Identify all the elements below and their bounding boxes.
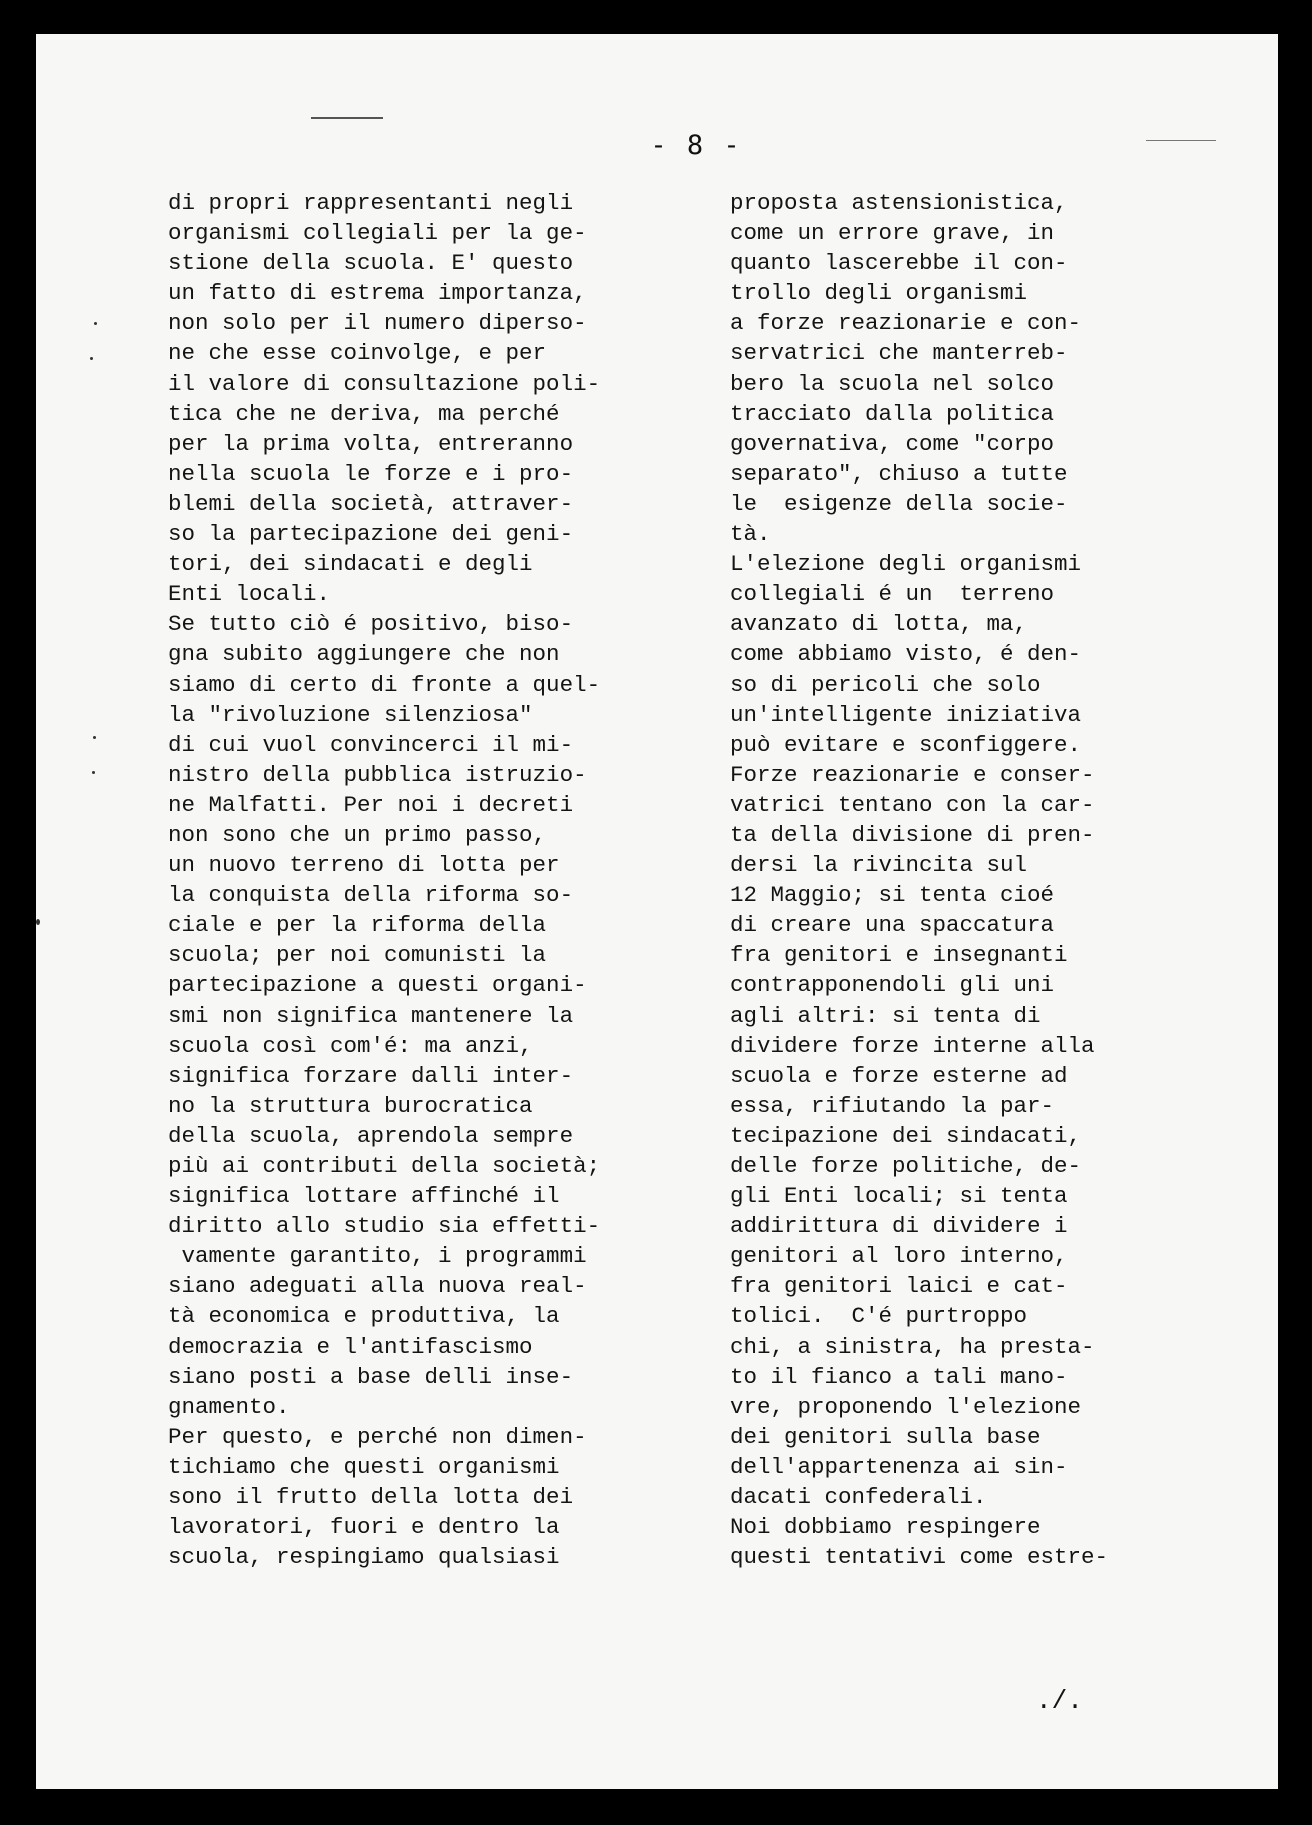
text-line: governativa, come "corpo xyxy=(730,430,1055,457)
text-line: significa lottare affinché il xyxy=(168,1183,560,1210)
left-text-column xyxy=(168,188,600,1572)
text-line: chi, a sinistra, ha presta- xyxy=(730,1333,1095,1360)
text-line: siamo di certo di fronte a quel- xyxy=(168,671,601,698)
text-line: bero la scuola nel solco xyxy=(730,370,1055,397)
text-line: vamente garantito, i programmi xyxy=(168,1243,587,1270)
continuation-mark: ./. xyxy=(1036,1686,1083,1716)
text-line: fra genitori e insegnanti xyxy=(730,942,1068,969)
margin-speck xyxy=(90,357,93,360)
text-line: dei genitori sulla base xyxy=(730,1423,1041,1450)
text-line: può evitare e sconfiggere. xyxy=(730,731,1082,758)
text-line: dacati confederali. xyxy=(730,1484,987,1511)
text-line: tica che ne deriva, ma perché xyxy=(168,400,560,427)
text-line: democrazia e l'antifascismo xyxy=(168,1333,533,1360)
text-line: gli Enti locali; si tenta xyxy=(730,1183,1068,1210)
text-line: la conquista della riforma so- xyxy=(168,882,574,909)
text-line: scuola così com'é: ma anzi, xyxy=(168,1032,533,1059)
text-line: significa forzare dalli inter- xyxy=(168,1062,574,1089)
text-line: blemi della società, attraver- xyxy=(168,490,574,517)
text-line: non solo per il numero dipersо- xyxy=(168,310,587,337)
text-line: di creare una spaccatura xyxy=(730,912,1055,939)
text-line: per la prima volta, entreranno xyxy=(168,430,574,457)
text-line: di propri rappresentanti negli xyxy=(168,190,574,216)
text-line: ne Malfatti. Per noi i decreti xyxy=(168,791,574,818)
header-rule-left xyxy=(311,117,383,119)
margin-speck xyxy=(93,736,96,739)
text-line: non sono che un primo passo, xyxy=(168,821,547,848)
text-line: dell'appartenenza ai sin- xyxy=(730,1453,1068,1480)
text-line: scuola, respingiamo qualsiasi xyxy=(168,1544,560,1571)
text-line: fra genitori laici e cat- xyxy=(730,1273,1068,1300)
right-text-column xyxy=(730,188,1108,1572)
text-line: to il fianco a tali mano- xyxy=(730,1363,1068,1390)
text-line: dividere forze interne alla xyxy=(730,1032,1095,1059)
text-line: la "rivoluzione silenziosa" xyxy=(168,701,533,728)
text-line: gnamento. xyxy=(168,1393,290,1420)
text-line: gna subito aggiungere che non xyxy=(168,641,560,668)
text-line: ne che esse coinvolge, e per xyxy=(168,340,547,367)
text-line: organismi collegiali per la ge- xyxy=(168,220,587,247)
text-line: servatrici che manterreb- xyxy=(730,340,1068,367)
text-line: un nuovo terreno di lotta per xyxy=(168,852,560,879)
text-line: 12 Maggio; si tenta cioé xyxy=(730,882,1055,909)
text-line: trollo degli organismi xyxy=(730,280,1028,307)
text-line: partecipazione a questi organi- xyxy=(168,972,587,999)
text-line: tecipazione dei sindacati, xyxy=(730,1122,1082,1149)
text-line: tichiamo che questi organismi xyxy=(168,1453,560,1480)
text-line: a forze reazionarie e con- xyxy=(730,310,1082,337)
text-line: separato", chiuso a tutte xyxy=(730,460,1068,487)
text-line: ta della divisione di pren- xyxy=(730,821,1095,848)
text-line: tolici. C'é purtroppo xyxy=(730,1303,1028,1330)
text-line: come abbiamo visto, é den- xyxy=(730,641,1082,668)
text-line: agli altri: si tenta di xyxy=(730,1002,1041,1029)
text-line: so la partecipazione dei geni- xyxy=(168,521,574,548)
text-line: Forze reazionarie e conser- xyxy=(730,761,1095,788)
text-line: quanto lascerebbe il con- xyxy=(730,250,1068,277)
text-line: il valore di consultazione poli- xyxy=(168,370,601,397)
text-line: siano posti a base delli inse- xyxy=(168,1363,574,1390)
text-line: nella scuola le forze e i pro- xyxy=(168,460,574,487)
text-line: delle forze politiche, de- xyxy=(730,1153,1082,1179)
margin-speck xyxy=(92,771,95,774)
page-number: - 8 - xyxy=(650,130,742,161)
text-line: essa, rifiutando la par- xyxy=(730,1092,1055,1119)
text-line: proposta astensionistica, xyxy=(730,190,1068,216)
text-line: diritto allo studio sia effetti- xyxy=(168,1213,601,1240)
text-line: di cui vuol convincerci il mi- xyxy=(168,731,574,758)
text-line: questi tentativi come estre- xyxy=(730,1544,1109,1571)
text-line: della scuola, aprendola sempre xyxy=(168,1122,574,1149)
text-line: vatrici tentano con la car- xyxy=(730,791,1095,818)
text-line: più ai contributi della società; xyxy=(168,1153,601,1179)
text-line: scuola e forze esterne ad xyxy=(730,1062,1068,1089)
text-line: le esigenze della socie- xyxy=(730,490,1068,517)
text-line: tà economica e produttiva, la xyxy=(168,1303,560,1330)
text-line: lavoratori, fuori e dentro la xyxy=(168,1514,560,1541)
text-line: nistro della pubblica istruzio- xyxy=(168,761,587,788)
margin-speck xyxy=(36,919,40,925)
text-line: addirittura di dividere i xyxy=(730,1213,1068,1240)
text-line: scuola; per noi comunisti la xyxy=(168,942,547,969)
text-line: vre, proponendo l'elezione xyxy=(730,1393,1082,1420)
text-line: tracciato dalla politica xyxy=(730,400,1055,427)
header-rule-right xyxy=(1146,140,1216,141)
text-line: tori, dei sindacati e degli xyxy=(168,551,533,578)
text-line: siano adeguati alla nuova real- xyxy=(168,1273,587,1300)
text-line: collegiali é un terreno xyxy=(730,581,1055,608)
text-line: genitori al loro interno, xyxy=(730,1243,1068,1270)
document-page xyxy=(36,34,1278,1789)
text-line: avanzato di lotta, ma, xyxy=(730,611,1028,638)
text-line: Se tutto ciò é positivo, biso- xyxy=(168,611,574,638)
text-line: un'intelligente iniziativa xyxy=(730,701,1082,728)
text-line: smi non significa mantenere la xyxy=(168,1002,574,1029)
text-line: stione della scuola. E' questo xyxy=(168,250,574,277)
text-line: L'elezione degli organismi xyxy=(730,551,1082,578)
text-line: dersi la rivincita sul xyxy=(730,852,1028,879)
text-line: tà. xyxy=(730,521,771,548)
text-line: Enti locali. xyxy=(168,581,331,608)
text-line: sono il frutto della lotta dei xyxy=(168,1484,574,1511)
text-line: Noi dobbiamo respingere xyxy=(730,1514,1041,1541)
text-line: un fatto di estrema importanza, xyxy=(168,280,587,307)
text-line: no la struttura burocratica xyxy=(168,1092,533,1119)
text-line: come un errore grave, in xyxy=(730,220,1055,247)
text-line: so di pericoli che solo xyxy=(730,671,1041,698)
text-line: Per questo, e perché non dimen- xyxy=(168,1423,587,1450)
text-line: ciale e per la riforma della xyxy=(168,912,547,939)
text-line: contrapponendoli gli uni xyxy=(730,972,1055,999)
margin-speck xyxy=(94,322,97,325)
